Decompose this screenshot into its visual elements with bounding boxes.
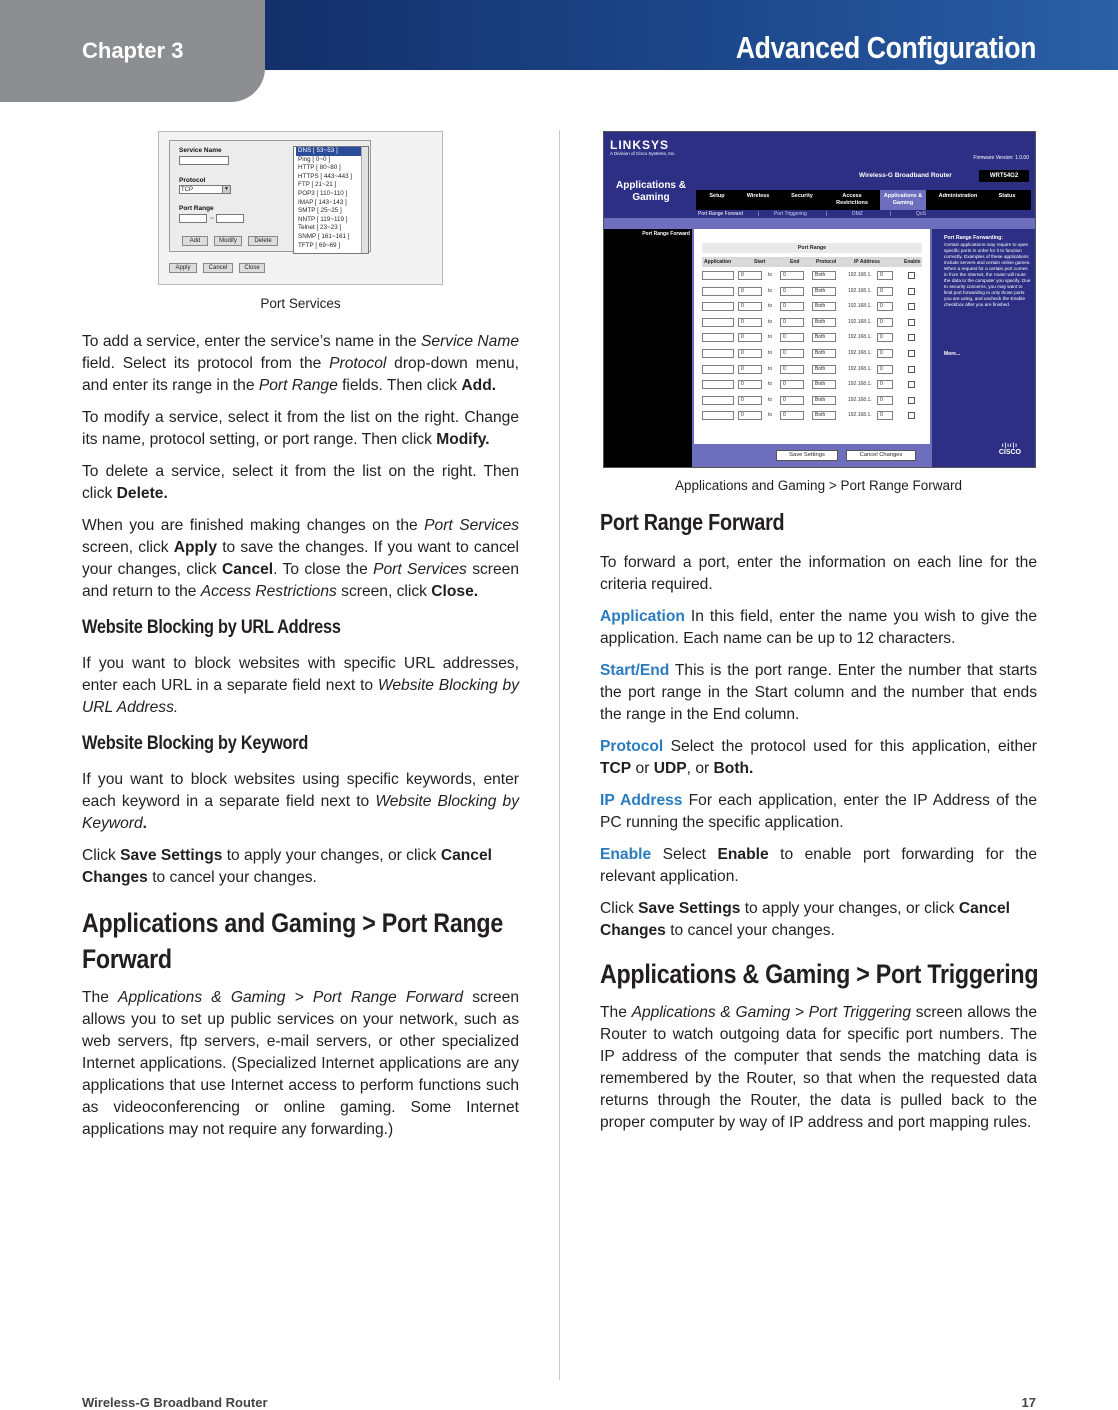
list-item[interactable]: HTTP [ 80~80 ] (298, 164, 341, 172)
list-item[interactable]: SNMP [ 161~161 ] (298, 232, 350, 240)
port-range-separator: ~ (210, 215, 214, 222)
section-title: Applications & Gaming (615, 180, 686, 203)
end-port-input[interactable]: 0 (780, 349, 804, 358)
end-port-input[interactable]: 0 (780, 318, 804, 327)
column-enable: Enable (904, 259, 921, 265)
cancel-button[interactable]: Cancel (203, 263, 233, 273)
start-port-input[interactable]: 0 (738, 318, 762, 327)
enable-checkbox[interactable] (908, 366, 915, 373)
heading-port-range-forward-section: Applications and Gaming > Port Range Forward (82, 908, 503, 974)
figure-caption-port-services: Port Services (260, 296, 341, 311)
list-item[interactable]: IMAP [ 143~143 ] (298, 198, 347, 206)
footer-product: Wireless-G Broadband Router (82, 1395, 268, 1410)
list-item[interactable]: FTP [ 21~21 ] (298, 181, 337, 189)
table-row (702, 271, 922, 283)
application-input[interactable] (702, 271, 734, 280)
apply-button[interactable]: Apply (169, 263, 197, 273)
end-port-input[interactable]: 0 (780, 287, 804, 296)
ip-last-octet-input[interactable]: 0 (877, 271, 893, 280)
chevron-down-icon: ▼ (222, 186, 230, 193)
ip-last-octet-input[interactable]: 0 (877, 411, 893, 420)
paragraph-save-settings-right: Click Save Settings to apply your changes, or click Cancel Changes to cancel your changes. (600, 900, 1010, 939)
enable-checkbox[interactable] (908, 272, 915, 279)
to-label: to (768, 381, 773, 388)
subtab-separator: | (890, 211, 892, 217)
start-port-input[interactable]: 0 (738, 271, 762, 280)
port-range-forward-screenshot (603, 131, 1036, 468)
table-row (702, 287, 922, 299)
ip-prefix: 192.168.1. (848, 412, 872, 419)
end-port-input[interactable]: 0 (780, 271, 804, 280)
enable-checkbox[interactable] (908, 397, 915, 404)
protocol-select[interactable]: Both (812, 396, 836, 405)
definition-start-end: Start/End This is the port range. Enter the number that starts the port range in the Start column and the number that ends the range in the End column. (600, 662, 1037, 723)
table-row (702, 318, 922, 330)
heading-port-triggering-section: Applications & Gaming > Port Triggering (600, 959, 1039, 989)
subtab-separator: | (826, 211, 828, 217)
cisco-logo: ı|ıı|ı CISCO (998, 443, 1021, 456)
tab-setup[interactable]: Setup (709, 193, 725, 199)
end-port-input[interactable]: 0 (780, 333, 804, 342)
ip-last-octet-input[interactable]: 0 (877, 380, 893, 389)
tab-applications-gaming[interactable]: Applications & Gaming (880, 190, 926, 210)
to-label: to (768, 350, 773, 356)
table-row (702, 365, 922, 377)
to-label: to (768, 287, 773, 294)
enable-checkbox[interactable] (908, 319, 915, 326)
application-input[interactable] (702, 380, 734, 389)
start-port-input[interactable]: 0 (738, 333, 762, 342)
column-application: Application (704, 259, 732, 265)
definition-protocol: Protocol Select the protocol used for this application, either TCP or UDP, or Both. (600, 738, 1037, 777)
paragraph-port-triggering-intro: The Applications & Gaming > Port Triggering screen allows the Router to watch outgoing data for specific port numbers. The IP address of the computer that sends the matching data is remembered by the Router, so that when the requested data returns through the Router, the data is pulled back to the proper computer by way of IP address and port mapping rules. (600, 1004, 1038, 1131)
router-footer-bar (694, 444, 930, 468)
definition-application: Application In this field, enter the name you wish to give the application. Each name can be up to 12 characters. (600, 608, 1037, 647)
enable-checkbox[interactable] (908, 334, 915, 341)
page-title: Advanced Configuration (735, 30, 1036, 65)
tab-access-restrictions[interactable]: Access Restrictions (836, 193, 868, 206)
ip-last-octet-input[interactable]: 0 (877, 396, 893, 405)
service-name-input[interactable] (179, 156, 229, 165)
table-row (702, 302, 922, 314)
subtab-qos[interactable]: QoS (916, 211, 927, 217)
protocol-select[interactable]: Both (812, 333, 836, 342)
start-port-input[interactable]: 0 (738, 287, 762, 296)
end-port-input[interactable]: 0 (780, 396, 804, 405)
start-port-input[interactable]: 0 (738, 302, 762, 311)
protocol-select[interactable]: Both (812, 380, 836, 389)
product-name: Wireless-G Broadband Router (859, 172, 952, 179)
end-port-input[interactable]: 0 (780, 302, 804, 311)
definition-ip-address: IP Address For each application, enter the IP Address of the PC running the specific application. (600, 792, 1037, 831)
port-range-table-header (702, 257, 922, 267)
ip-prefix: 192.168.1. (848, 381, 872, 388)
ip-prefix: 192.168.1. (848, 318, 872, 325)
right-column (600, 476, 1037, 1144)
start-port-input[interactable]: 0 (738, 349, 762, 358)
tab-security[interactable]: Security (791, 193, 813, 199)
protocol-select[interactable]: TCP ▼ (179, 185, 231, 194)
protocol-select[interactable]: Both (812, 287, 836, 296)
enable-checkbox[interactable] (908, 288, 915, 295)
column-ip-address: IP Address (854, 259, 880, 265)
subtab-port-triggering[interactable]: Port Triggering (774, 211, 807, 217)
enable-checkbox[interactable] (908, 381, 915, 388)
column-protocol: Protocol (816, 259, 837, 265)
application-input[interactable] (702, 396, 734, 405)
to-label: to (768, 412, 773, 419)
ip-prefix: 192.168.1. (848, 303, 872, 310)
ip-prefix: 192.168.1. (848, 334, 872, 341)
close-button[interactable]: Close (239, 263, 265, 273)
service-name-label: Service Name (179, 147, 222, 154)
paragraph-finish-changes: When you are finished making changes on the Port Services screen, click Apply to save the changes. If you want to cancel your changes, click Cancel. To close the Port Services screen and return to the Access Restrictions screen, click Close. (82, 517, 520, 600)
subtab-port-range-forward[interactable]: Port Range Forward (698, 211, 744, 217)
subtab-separator: | (758, 211, 760, 217)
list-item[interactable]: POP3 [ 110~110 ] (298, 189, 348, 197)
list-item[interactable]: TFTP [ 69~69 ] (298, 241, 341, 249)
port-services-screenshot (158, 131, 443, 285)
table-row (702, 396, 922, 408)
port-range-table-title: Port Range (702, 243, 922, 253)
application-input[interactable] (702, 349, 734, 358)
table-row (702, 411, 922, 423)
start-port-input[interactable]: 0 (738, 365, 762, 374)
router-sidebar (604, 229, 692, 468)
help-title: Port Range Forwarding: (944, 235, 1004, 241)
ip-prefix: 192.168.1. (848, 287, 872, 294)
table-row (702, 380, 922, 392)
protocol-select[interactable]: Both (812, 365, 836, 374)
column-end: End (790, 259, 800, 265)
router-tabs (696, 190, 1031, 210)
tab-status[interactable]: Status (998, 193, 1016, 199)
start-port-input[interactable]: 0 (738, 380, 762, 389)
start-port-input[interactable]: 0 (738, 396, 762, 405)
port-range-end-input[interactable] (216, 214, 244, 223)
ip-last-octet-input[interactable]: 0 (877, 287, 893, 296)
protocol-select[interactable]: Both (812, 411, 836, 420)
linksys-sublogo: A Division of Cisco Systems, Inc. (610, 151, 676, 156)
heading-url-blocking: Website Blocking by URL Address (82, 617, 341, 638)
save-settings-button[interactable]: Save Settings (776, 450, 838, 461)
port-range-label: Port Range (179, 205, 214, 212)
list-item[interactable]: DNS [ 53~53 ] (296, 147, 368, 156)
model-badge: WRT54G2 (979, 170, 1029, 182)
list-item[interactable]: Ping [ 0~0 ] (298, 155, 331, 163)
protocol-select[interactable]: Both (812, 349, 836, 358)
port-range-table-area (694, 229, 930, 453)
services-listbox[interactable] (293, 146, 369, 254)
paragraph-keyword-blocking: If you want to block websites using specific keywords, enter each keyword in a separate field next to Website Blocking by Keyword. (82, 771, 520, 832)
paragraph-forward-intro: To forward a port, enter the information on each line for the criteria required. (600, 554, 1037, 593)
heading-port-range-forward: Port Range Forward (600, 509, 785, 535)
paragraph-port-range-forward-intro: The Applications & Gaming > Port Range Forward screen allows you to set up public services on your network, such as web servers, ftp servers, e-mail servers, or other specialized Internet applications. (Specialized Internet applications are any applications that use Internet access to perform functions such as videoconferencing or online gaming. Some Internet applications may not require any forwarding.) (82, 989, 519, 1138)
help-more-link[interactable]: More... (944, 351, 961, 357)
protocol-label: Protocol (179, 177, 206, 184)
protocol-select[interactable]: Both (812, 271, 836, 280)
to-label: to (768, 334, 773, 341)
paragraph-add-service: To add a service, enter the service’s name in the Service Name field. Select its protocol from the Protocol drop-down menu, and enter its range in the Port Range fields. Then click Add. (82, 333, 519, 394)
to-label: to (768, 303, 773, 310)
protocol-select[interactable]: Both (812, 318, 836, 327)
application-input[interactable] (702, 318, 734, 327)
heading-keyword-blocking: Website Blocking by Keyword (82, 733, 309, 754)
to-label: to (768, 318, 773, 325)
column-divider (559, 130, 560, 1380)
linksys-logo: LINKSYS (610, 138, 670, 152)
cancel-changes-button[interactable]: Cancel Changes (846, 450, 916, 461)
add-button[interactable]: Add (182, 236, 208, 246)
list-item[interactable]: SMTP [ 25~25 ] (298, 207, 342, 215)
protocol-select[interactable]: Both (812, 302, 836, 311)
tab-wireless[interactable]: Wireless (746, 193, 770, 199)
router-subtabs (696, 211, 1031, 219)
end-port-input[interactable]: 0 (780, 380, 804, 389)
left-column (82, 296, 519, 1151)
application-input[interactable] (702, 365, 734, 374)
ip-prefix: 192.168.1. (848, 272, 872, 278)
application-input[interactable] (702, 287, 734, 296)
table-row (702, 333, 922, 345)
ip-prefix: 192.168.1. (848, 396, 872, 403)
application-input[interactable] (702, 333, 734, 342)
end-port-input[interactable]: 0 (780, 365, 804, 374)
sidebar-title: Port Range Forward (642, 231, 690, 237)
firmware-version: Firmware Version: 1.0.00 (973, 155, 1029, 161)
ip-last-octet-input[interactable]: 0 (877, 365, 893, 374)
paragraph-url-blocking: If you want to block websites with specific URL addresses, enter each URL in a separate field next to Website Blocking by URL Address. (82, 655, 519, 716)
end-port-input[interactable]: 0 (780, 411, 804, 420)
port-range-start-input[interactable] (179, 214, 207, 223)
enable-checkbox[interactable] (908, 412, 915, 419)
help-body: Certain applications may require to open specific ports in order for it to function correctly. Examples of these applications include servers and certain online games. When a request for a certain port comes in from the Internet, the router will route the data to the computer you specify. Due to security concerns, you may want to limit port forwarding to only those ports you are using, and uncheck the Enable checkbox after you are finished. (944, 242, 1031, 307)
start-port-input[interactable]: 0 (738, 411, 762, 420)
tab-administration[interactable]: Administration (938, 193, 978, 199)
application-input[interactable] (702, 302, 734, 311)
chapter-label: Chapter 3 (82, 38, 184, 63)
enable-checkbox[interactable] (908, 303, 915, 310)
to-label: to (768, 272, 773, 278)
paragraph-save-settings: Click Save Settings to apply your changes, or click Cancel Changes to cancel your changes. (82, 847, 492, 886)
column-start: Start (754, 259, 766, 265)
help-panel (932, 229, 1036, 468)
enable-checkbox[interactable] (908, 350, 915, 357)
ip-last-octet-input[interactable]: 0 (877, 333, 893, 342)
to-label: to (768, 396, 773, 403)
ip-last-octet-input[interactable]: 0 (877, 318, 893, 327)
list-item[interactable]: Telnet [ 23~23 ] (298, 224, 342, 232)
to-label: to (768, 365, 773, 372)
ip-prefix: 192.168.1. (848, 350, 872, 356)
figure-caption-port-range-forward: Applications and Gaming > Port Range Forward (674, 478, 963, 493)
modify-button[interactable]: Modify (214, 236, 242, 246)
ip-prefix: 192.168.1. (848, 365, 872, 372)
page-number: 17 (1021, 1395, 1036, 1410)
paragraph-modify-service: To modify a service, select it from the list on the right. Change its name, protocol setting, or port range. Then click Modify. (82, 409, 519, 448)
delete-button[interactable]: Delete (248, 236, 278, 246)
paragraph-delete-service: To delete a service, select it from the list on the right. Then click Delete. (82, 463, 519, 502)
ip-last-octet-input[interactable]: 0 (877, 349, 893, 358)
table-row (702, 349, 922, 361)
subtab-dmz[interactable]: DMZ (852, 211, 863, 217)
listbox-scrollbar[interactable] (361, 147, 368, 253)
list-item[interactable]: HTTPS [ 443~443 ] (298, 172, 353, 180)
list-item[interactable]: NNTP [ 119~119 ] (298, 215, 348, 223)
application-input[interactable] (702, 411, 734, 420)
ip-last-octet-input[interactable]: 0 (877, 302, 893, 311)
definition-enable: Enable Select Enable to enable port forwarding for the relevant application. (600, 846, 1037, 885)
